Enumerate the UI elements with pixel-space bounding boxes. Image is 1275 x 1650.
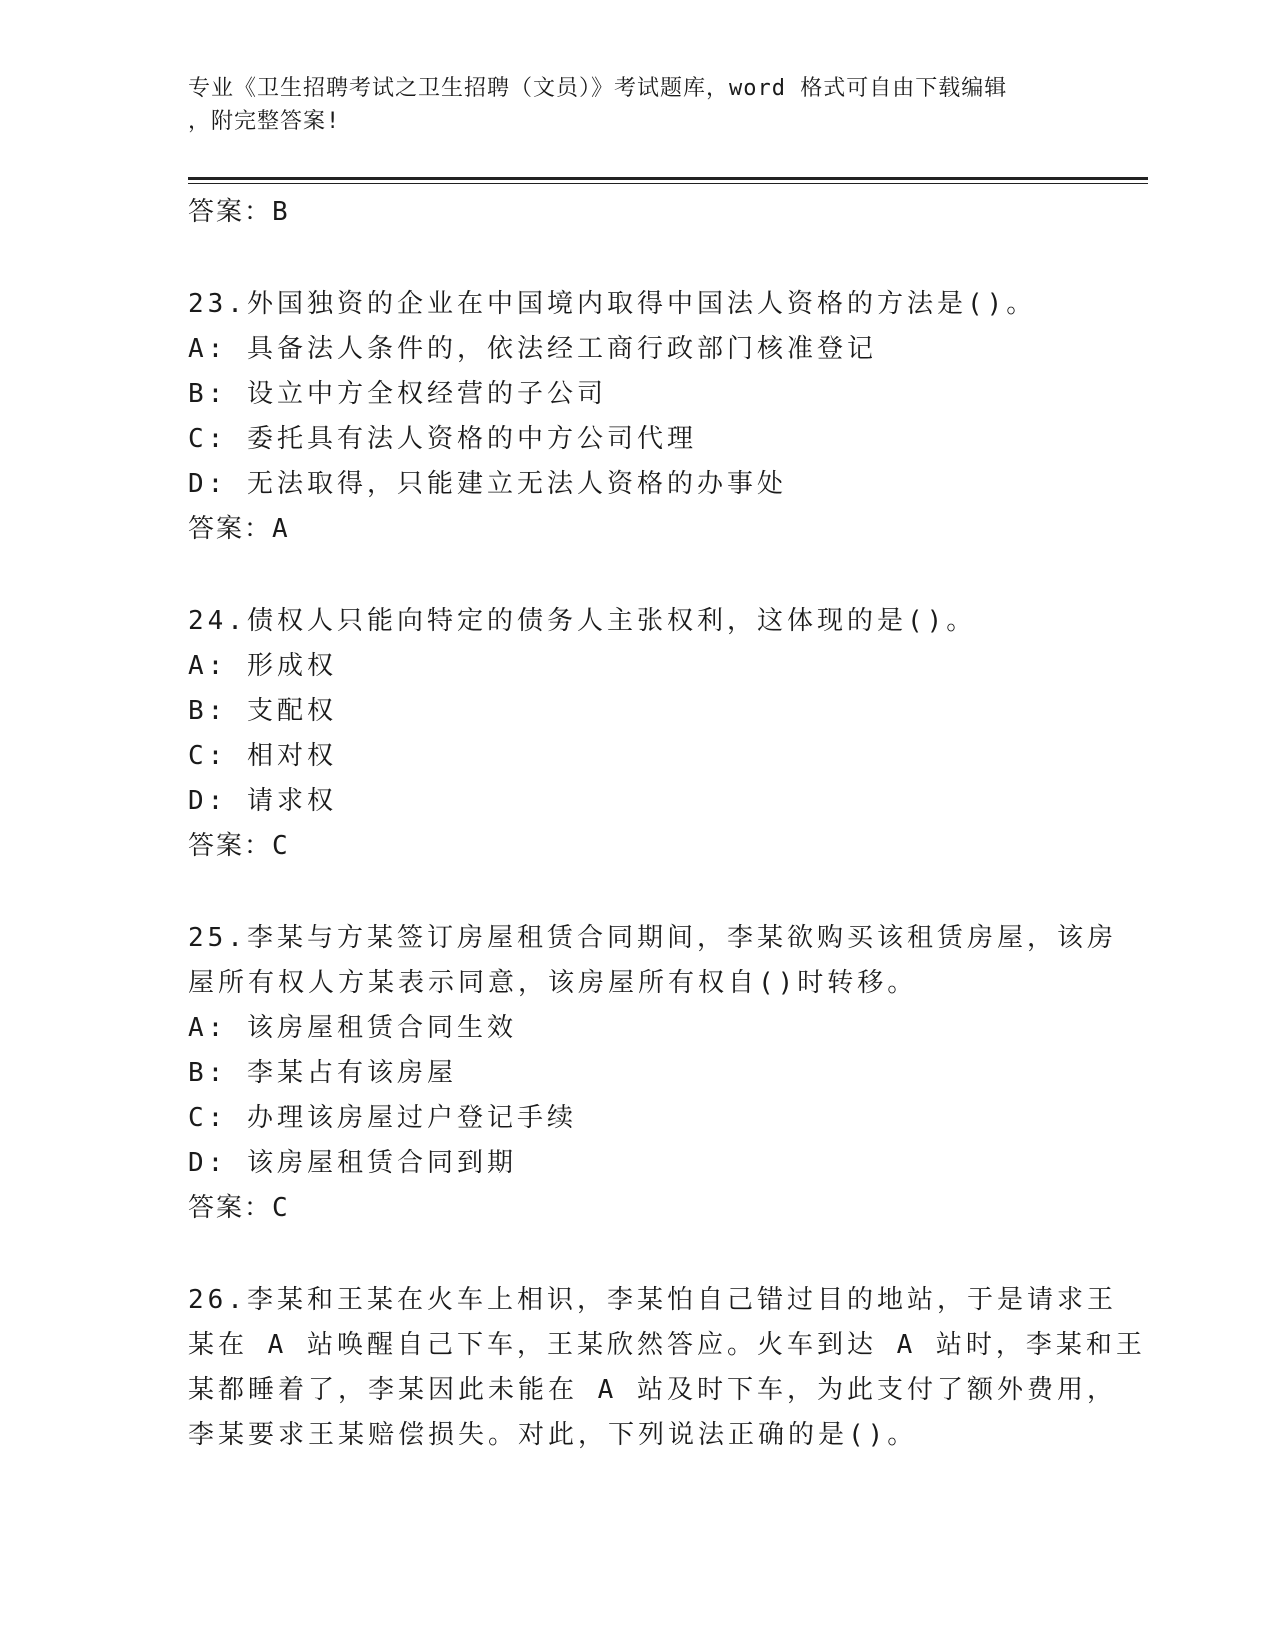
header-divider-thick bbox=[188, 177, 1148, 180]
spacer bbox=[188, 235, 1088, 282]
question-text-line: 25.李某与方某签订房屋租赁合同期间，李某欲购买该租赁房屋，该房 bbox=[188, 923, 1117, 953]
question-block bbox=[188, 282, 1088, 552]
question-text-line: 某都睡着了，李某因此未能在 A 站及时下车，为此支付了额外费用， bbox=[188, 1375, 1117, 1405]
question-text-line: 26.李某和王某在火车上相识，李某怕自己错过目的地站，于是请求王 bbox=[188, 1285, 1117, 1315]
answer-line bbox=[188, 824, 1088, 869]
header-divider-thin bbox=[188, 183, 1148, 184]
option-b: B: 李某占有该房屋 bbox=[188, 1058, 457, 1088]
question-block bbox=[188, 1278, 1146, 1458]
option-b: B: 设立中方全权经营的子公司 bbox=[188, 379, 607, 409]
question-text-line: 李某要求王某赔偿损失。对此，下列说法正确的是()。 bbox=[188, 1420, 918, 1450]
option-d: D: 该房屋租赁合同到期 bbox=[188, 1148, 517, 1178]
spacer bbox=[188, 1231, 1088, 1278]
answer-label: 答案： bbox=[188, 514, 273, 544]
question-text: 23.外国独资的企业在中国境内取得中国法人资格的方法是()。 bbox=[188, 289, 1037, 319]
answer-value: C bbox=[272, 1193, 290, 1223]
option-c: C: 委托具有法人资格的中方公司代理 bbox=[188, 424, 697, 454]
option-b: B: 支配权 bbox=[188, 696, 337, 726]
header-line-1: 专业《卫生招聘考试之卫生招聘（文员）》考试题库，word 格式可自由下载编辑 bbox=[188, 76, 1008, 101]
question-text-line: 屋所有权人方某表示同意，该房屋所有权自()时转移。 bbox=[188, 968, 918, 998]
spacer bbox=[188, 869, 1088, 916]
option-d: D: 请求权 bbox=[188, 786, 337, 816]
answer-value: B bbox=[272, 197, 290, 227]
option-a: A: 形成权 bbox=[188, 651, 337, 681]
answer-label: 答案： bbox=[188, 831, 273, 861]
question-block bbox=[188, 599, 1088, 869]
answer-value: A bbox=[272, 514, 290, 544]
option-d: D: 无法取得，只能建立无法人资格的办事处 bbox=[188, 469, 787, 499]
option-a: A: 该房屋租赁合同生效 bbox=[188, 1013, 517, 1043]
question-list bbox=[188, 190, 1146, 1458]
answer-label: 答案： bbox=[188, 1193, 273, 1223]
option-c: C: 办理该房屋过户登记手续 bbox=[188, 1103, 577, 1133]
header-line-2: ，附完整答案! bbox=[188, 109, 341, 134]
question-text-line: 某在 A 站唤醒自己下车，王某欣然答应。火车到达 A 站时，李某和王 bbox=[188, 1330, 1146, 1360]
answer-line bbox=[188, 190, 1088, 235]
question-text: 24.债权人只能向特定的债务人主张权利，这体现的是()。 bbox=[188, 606, 977, 636]
answer-line bbox=[188, 507, 1088, 552]
answer-value: C bbox=[272, 831, 290, 861]
answer-line bbox=[188, 1186, 1088, 1231]
question-block bbox=[188, 916, 1117, 1231]
option-a: A: 具备法人条件的，依法经工商行政部门核准登记 bbox=[188, 334, 877, 364]
page-header bbox=[188, 72, 1068, 138]
option-c: C: 相对权 bbox=[188, 741, 337, 771]
spacer bbox=[188, 552, 1088, 599]
answer-label: 答案： bbox=[188, 197, 273, 227]
